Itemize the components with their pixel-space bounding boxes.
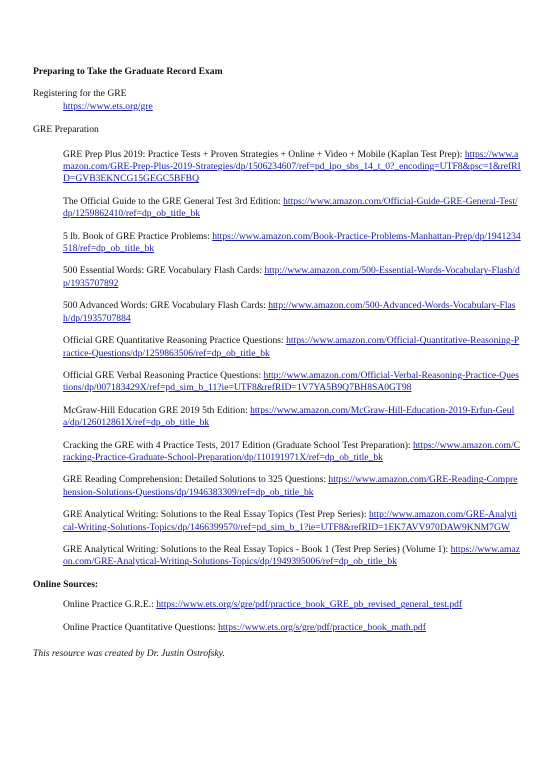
document-page <box>33 66 521 670</box>
resource-link[interactable]: https://www.amazon.com/McGraw-Hill-Education-2019-Erfun-Geula/dp/126012861X/ref=dp_ob_title_bk <box>63 404 515 429</box>
resource-entry <box>33 370 521 395</box>
online-link[interactable]: https://www.ets.org/s/gre/pdf/practice_book_GRE_pb_revised_general_test.pdf <box>156 599 463 611</box>
resource-title: GRE Reading Comprehension: Detailed Solutions to 325 Questions: <box>63 474 329 486</box>
resource-link[interactable]: https://www.amazon.com/Official-Guide-GRE-General-Test/dp/1259862410/ref=dp_ob_title_bk <box>63 195 518 220</box>
resource-title: GRE Prep Plus 2019: Practice Tests + Proven Strategies + Online + Video + Mobile (Kaplan Test Prep): <box>63 148 465 160</box>
online-entry <box>33 622 521 634</box>
resource-title: 500 Advanced Words: GRE Vocabulary Flash Cards: <box>63 300 269 312</box>
resource-title: McGraw-Hill Education GRE 2019 5th Edition: <box>63 404 251 416</box>
online-link[interactable]: https://www.ets.org/s/gre/pdf/practice_book_math.pdf <box>218 621 426 633</box>
resource-title: GRE Analytical Writing: Solutions to the Real Essay Topics - Book 1 (Test Prep Series) (Volume 1): <box>63 543 451 555</box>
online-title: Online Practice G.R.E.: <box>63 599 157 611</box>
resource-link[interactable]: https://www.amazon.com/Book-Practice-Problems-Manhattan-Prep/dp/1941234518/ref=dp_ob_title_bk <box>63 230 521 255</box>
preparation-list <box>33 149 521 569</box>
resource-title: 5 lb. Book of GRE Practice Problems: <box>63 230 213 242</box>
resource-link[interactable]: http://www.amazon.com/500-Advanced-Words-Vocabulary-Flash/dp/1935707884 <box>63 300 516 324</box>
online-title: Online Practice Quantitative Questions: <box>63 621 219 633</box>
online-entry <box>33 599 521 611</box>
resource-entry <box>33 300 521 325</box>
resource-entry <box>33 405 521 430</box>
resource-entry <box>33 335 521 360</box>
resource-entry <box>33 474 521 499</box>
preparation-heading: GRE Preparation <box>33 124 99 136</box>
resource-entry <box>33 440 521 465</box>
registering-heading: Registering for the GRE <box>33 88 127 100</box>
resource-entry <box>33 149 521 186</box>
resource-link[interactable]: http://www.amazon.com/Official-Verbal-Reasoning-Practice-Questions/dp/007183429X/ref=pd_sim_b_11?ie=UTF8&refRID=1V7YA5B9Q7BH8SA0GT98 <box>63 369 520 394</box>
resource-link[interactable]: https://www.amazon.com/GRE-Prep-Plus-2019-Strategies/dp/1506234607/ref=pd_lpo_sbs_14_t_0?_encoding=UTF8&psc=1&refRID=GVB3EKNCG15GEGC5BFBQ <box>63 148 521 185</box>
resource-link[interactable]: https://www.amazon.com/GRE-Analytical-Writing-Solutions-Topics/dp/1949395006/ref=dp_ob_title_bk <box>63 543 521 568</box>
resource-title: 500 Essential Words: GRE Vocabulary Flash Cards: <box>63 265 265 277</box>
resource-title: The Official Guide to the GRE General Test 3rd Edition: <box>63 195 284 207</box>
resource-entry <box>33 231 521 256</box>
online-sources-list <box>33 599 521 634</box>
resource-link[interactable]: https://www.amazon.com/Official-Quantitative-Reasoning-Practice-Questions/dp/1259863506/ref=dp_ob_title_bk <box>63 335 520 359</box>
resource-title: Official GRE Quantitative Reasoning Practice Questions: <box>63 335 287 347</box>
resource-entry <box>33 196 521 221</box>
resource-entry <box>33 509 521 534</box>
document-title: Preparing to Take the Graduate Record Exam <box>33 66 223 77</box>
resource-link[interactable]: https://www.amazon.com/Cracking-Practice-Graduate-School-Preparation/dp/110191971X/ref=dp_ob_title_bk <box>63 439 521 463</box>
resource-link[interactable]: http://www.amazon.com/500-Essential-Words-Vocabulary-Flash/dp/1935707892 <box>63 265 520 289</box>
resource-entry <box>33 544 521 569</box>
resource-title: Official GRE Verbal Reasoning Practice Questions: <box>63 369 264 381</box>
registering-url-line <box>33 101 521 113</box>
resource-entry <box>33 265 521 290</box>
resource-title: Cracking the GRE with 4 Practice Tests, 2017 Edition (Graduate School Test Preparation): <box>63 439 413 451</box>
resource-link[interactable]: https://www.amazon.com/GRE-Reading-Comprehension-Solutions-Questions/dp/1946383309/ref=dp_ob_title_bk <box>63 474 518 498</box>
resource-link[interactable]: http://www.amazon.com/GRE-Analytical-Writing-Solutions-Topics/dp/1466399570/ref=pd_sim_b_1?ie=UTF8&refRID=1EK7AVV970DAW9KNM7GW <box>63 509 518 533</box>
resource-title: GRE Analytical Writing: Solutions to the Real Essay Topics (Test Prep Series): <box>63 509 369 521</box>
footer-credit: This resource was created by Dr. Justin Ostrofsky. <box>33 648 225 659</box>
online-sources-heading: Online Sources: <box>33 578 99 590</box>
ets-gre-link[interactable]: https://www.ets.org/gre <box>63 100 153 112</box>
